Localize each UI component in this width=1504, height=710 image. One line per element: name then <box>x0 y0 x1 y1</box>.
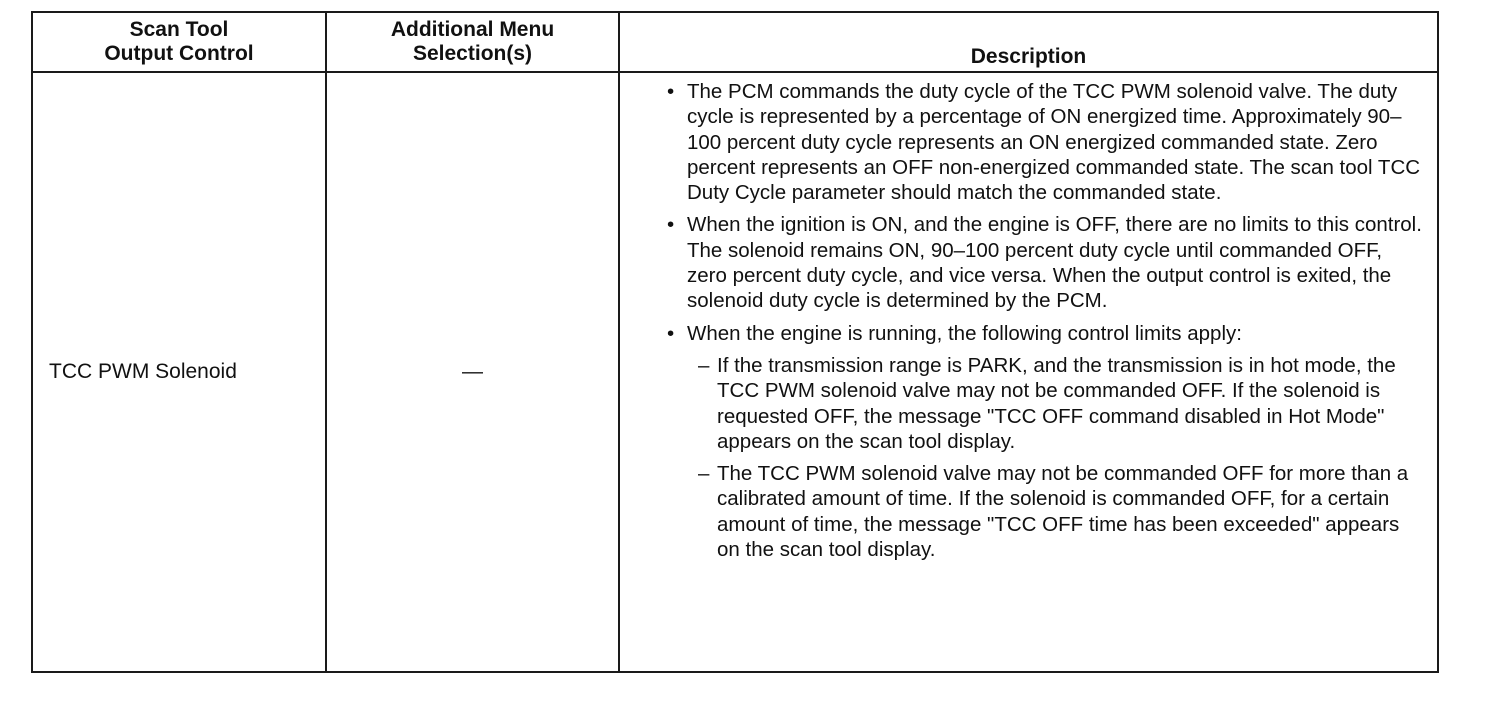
header-line: Scan Tool <box>129 18 229 41</box>
header-line: Description <box>970 45 1087 68</box>
header-additional-menu-selections <box>327 13 618 71</box>
description-bullet <box>648 212 1427 313</box>
output-control-table <box>31 11 1439 673</box>
description-bullet <box>648 321 1427 346</box>
description-sub-item <box>648 353 1427 454</box>
header-line: Output Control <box>104 42 254 65</box>
header-line: Selection(s) <box>412 42 533 65</box>
bullet-text: • When the engine is running, the following control limits apply: <box>687 321 1242 345</box>
output-control-name: TCC PWM Solenoid <box>49 360 237 383</box>
bullet-text: • The PCM commands the duty cycle of the TCC PWM solenoid valve. The duty cycle is represented by a percentage of ON energized time. Approximately 90–100 percent duty cycle represents an ON energized commanded state. Zero percent represents an OFF non-energized commanded state. The scan tool TCC Duty Cycle parameter should match the commanded state. <box>687 80 1421 205</box>
description-sub-item <box>648 461 1427 562</box>
sub-item-text: – If the transmission range is PARK, and the transmission is in hot mode, the TCC PWM solenoid valve may not be commanded OFF. If the solenoid is requested OFF, the message "TCC OFF command disabled in Hot Mode" appears on the scan tool display. <box>717 353 1396 453</box>
sub-item-text: – The TCC PWM solenoid valve may not be commanded OFF for more than a calibrated amount of time. If the solenoid is commanded OFF, for a certain amount of time, the message "TCC OFF time has been exceeded" appears on the scan tool display. <box>717 462 1409 562</box>
header-line: Additional Menu <box>390 18 555 41</box>
cell-output-control <box>49 73 319 671</box>
bullet-text: • When the ignition is ON, and the engine is OFF, there are no limits to this control. The solenoid remains ON, 90–100 percent duty cycle until commanded OFF, zero percent duty cycle, and vice versa. When the output control is exited, the solenoid duty cycle is determined by the PCM. <box>687 213 1422 313</box>
header-description <box>620 13 1437 71</box>
description-bullet <box>648 79 1427 205</box>
menu-selection-value: — <box>462 360 483 383</box>
header-scan-tool-output-control <box>33 13 325 71</box>
cell-description <box>620 79 1437 569</box>
cell-menu-selection <box>327 73 618 671</box>
